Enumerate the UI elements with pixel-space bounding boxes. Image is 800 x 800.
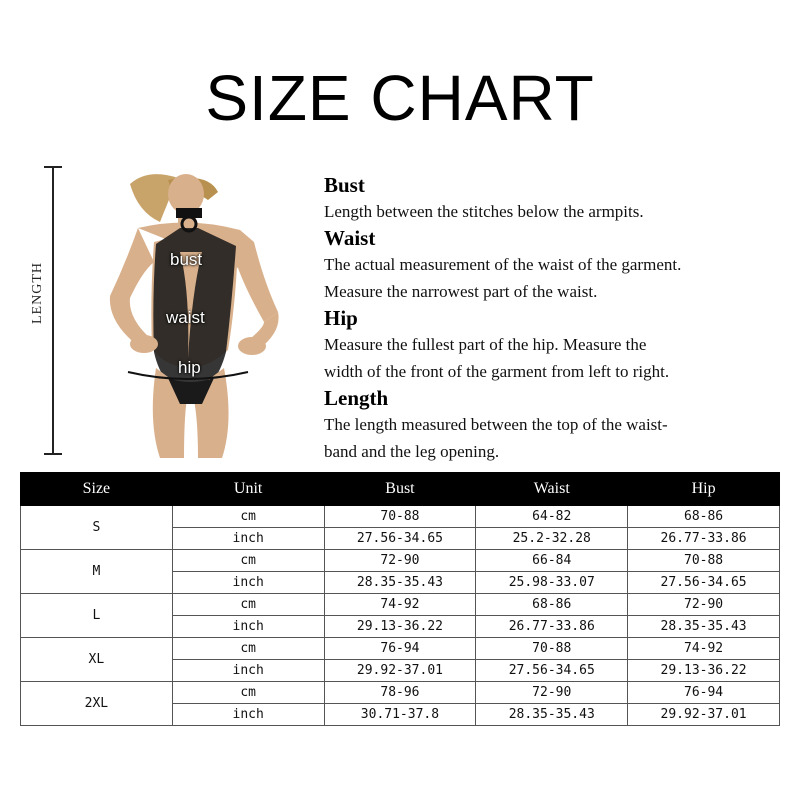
bust-cell: 72-90: [324, 550, 476, 572]
header-size: Size: [21, 473, 173, 506]
bust-cell: 76-94: [324, 638, 476, 660]
definition-waist: [324, 225, 794, 305]
length-label: LENGTH: [30, 262, 45, 324]
unit-cell: cm: [172, 506, 324, 528]
waist-cell: 25.98-33.07: [476, 572, 628, 594]
unit-cell: inch: [172, 704, 324, 726]
bust-cell: 74-92: [324, 594, 476, 616]
length-line: [52, 166, 54, 454]
waist-cell: 72-90: [476, 682, 628, 704]
bust-cell: 30.71-37.8: [324, 704, 476, 726]
size-cell: 2XL: [21, 682, 173, 726]
bust-cell: 27.56-34.65: [324, 528, 476, 550]
bust-cell: 70-88: [324, 506, 476, 528]
hip-cell: 68-86: [628, 506, 780, 528]
measurement-definitions: [324, 172, 794, 465]
definition-text: Length between the stitches below the armpits.: [324, 202, 644, 221]
definition-text: Measure the narrowest part of the waist.: [324, 282, 598, 301]
hip-cell: 72-90: [628, 594, 780, 616]
table-row: [21, 506, 780, 528]
header-unit: Unit: [172, 473, 324, 506]
unit-cell: cm: [172, 594, 324, 616]
bust-cell: 29.92-37.01: [324, 660, 476, 682]
waist-cell: 68-86: [476, 594, 628, 616]
size-cell: S: [21, 506, 173, 550]
definition-text: Measure the fullest part of the hip. Measure the: [324, 335, 647, 354]
hip-cell: 70-88: [628, 550, 780, 572]
unit-cell: inch: [172, 616, 324, 638]
bust-cell: 78-96: [324, 682, 476, 704]
model-photo: [68, 172, 320, 458]
hip-cell: 28.35-35.43: [628, 616, 780, 638]
definition-bust: [324, 172, 794, 225]
unit-cell: inch: [172, 572, 324, 594]
table-row: [21, 638, 780, 660]
definition-term: Bust: [324, 173, 365, 197]
unit-cell: cm: [172, 682, 324, 704]
hip-cell: 74-92: [628, 638, 780, 660]
unit-cell: cm: [172, 550, 324, 572]
header-bust: Bust: [324, 473, 476, 506]
definition-text: The actual measurement of the waist of the garment.: [324, 255, 682, 274]
table-row: [21, 594, 780, 616]
bust-cell: 29.13-36.22: [324, 616, 476, 638]
definition-length: [324, 385, 794, 465]
length-cap-top: [44, 166, 62, 168]
size-table: [20, 472, 780, 726]
definition-text: width of the front of the garment from left to right.: [324, 362, 670, 381]
unit-cell: cm: [172, 638, 324, 660]
header-waist: Waist: [476, 473, 628, 506]
size-cell: L: [21, 594, 173, 638]
definition-text: band and the leg opening.: [324, 442, 500, 461]
definition-hip: [324, 305, 794, 385]
hip-cell: 76-94: [628, 682, 780, 704]
hip-cell: 29.13-36.22: [628, 660, 780, 682]
waist-cell: 70-88: [476, 638, 628, 660]
table-row: [21, 682, 780, 704]
definition-term: Waist: [324, 226, 376, 250]
length-cap-bottom: [44, 453, 62, 455]
model-illustration: [68, 172, 320, 458]
waist-tag: waist: [166, 308, 205, 327]
table-header-row: [21, 473, 780, 506]
bust-cell: 28.35-35.43: [324, 572, 476, 594]
hip-tag: hip: [178, 358, 201, 377]
unit-cell: inch: [172, 660, 324, 682]
size-cell: M: [21, 550, 173, 594]
definition-text: The length measured between the top of the waist-: [324, 415, 668, 434]
waist-cell: 64-82: [476, 506, 628, 528]
hip-cell: 29.92-37.01: [628, 704, 780, 726]
waist-cell: 28.35-35.43: [476, 704, 628, 726]
definition-term: Length: [324, 386, 389, 410]
waist-cell: 27.56-34.65: [476, 660, 628, 682]
bust-tag: bust: [170, 250, 203, 269]
waist-cell: 66-84: [476, 550, 628, 572]
header-hip: Hip: [628, 473, 780, 506]
size-cell: XL: [21, 638, 173, 682]
hip-cell: 26.77-33.86: [628, 528, 780, 550]
unit-cell: inch: [172, 528, 324, 550]
waist-cell: 26.77-33.86: [476, 616, 628, 638]
page-title: SIZE CHART: [205, 62, 595, 134]
waist-cell: 25.2-32.28: [476, 528, 628, 550]
table-row: [21, 550, 780, 572]
definition-term: Hip: [324, 306, 358, 330]
hip-cell: 27.56-34.65: [628, 572, 780, 594]
